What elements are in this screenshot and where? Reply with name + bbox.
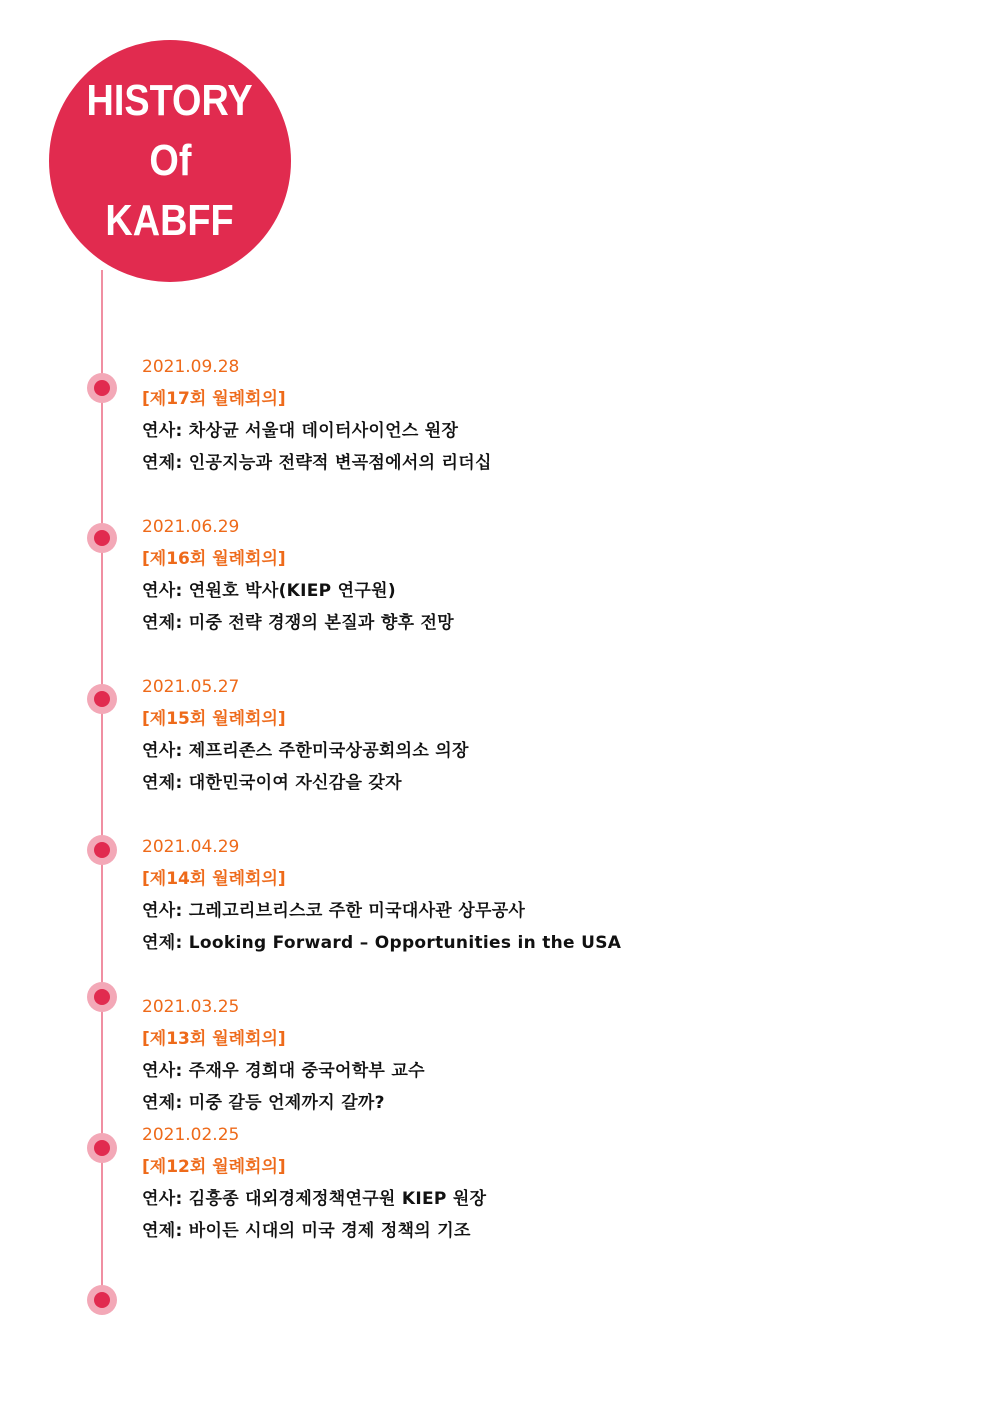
entry-topic bbox=[142, 607, 454, 639]
title-line-1: HISTORY bbox=[86, 76, 254, 125]
entry-meeting: [제12회 월례회의] bbox=[142, 1157, 286, 1177]
timeline-entry bbox=[142, 351, 492, 479]
entry-meeting: [제17회 월례회의] bbox=[142, 389, 286, 409]
speaker-label: 연사: bbox=[142, 1061, 183, 1081]
timeline-dot bbox=[87, 523, 117, 553]
speaker-name: 제프리존스 주한미국상공회의소 의장 bbox=[188, 741, 469, 761]
topic-label: 연제: bbox=[142, 613, 183, 633]
timeline-dot bbox=[87, 1285, 117, 1315]
entry-meeting: [제14회 월례회의] bbox=[142, 869, 286, 889]
entry-speaker bbox=[142, 1183, 486, 1215]
entry-date: 2021.09.28 bbox=[142, 357, 240, 377]
speaker-label: 연사: bbox=[142, 741, 183, 761]
speaker-label: 연사: bbox=[142, 901, 183, 921]
timeline-entry bbox=[142, 511, 454, 639]
timeline-dot bbox=[87, 684, 117, 714]
entry-speaker bbox=[142, 415, 492, 447]
timeline-entry bbox=[142, 831, 621, 959]
title-line-2: Of bbox=[148, 136, 192, 185]
entry-meeting: [제13회 월례회의] bbox=[142, 1029, 286, 1049]
timeline-dot bbox=[87, 835, 117, 865]
entry-date: 2021.05.27 bbox=[142, 677, 240, 697]
speaker-name: 연원호 박사(KIEP 연구원) bbox=[188, 581, 396, 601]
entry-date: 2021.04.29 bbox=[142, 837, 240, 857]
entry-topic bbox=[142, 447, 492, 479]
entry-speaker bbox=[142, 895, 621, 927]
topic-title: 대한민국이여 자신감을 갖자 bbox=[188, 773, 402, 793]
entry-topic bbox=[142, 927, 621, 959]
timeline-entry bbox=[142, 1119, 486, 1247]
topic-label: 연제: bbox=[142, 773, 183, 793]
speaker-name: 그레고리브리스코 주한 미국대사관 상무공사 bbox=[188, 901, 526, 921]
entry-date: 2021.06.29 bbox=[142, 517, 240, 537]
topic-title: 인공지능과 전략적 변곡점에서의 리더십 bbox=[188, 453, 492, 473]
topic-title: Looking Forward – Opportunities in the USA bbox=[188, 933, 622, 953]
timeline-dot bbox=[87, 982, 117, 1012]
entry-meeting: [제16회 월례회의] bbox=[142, 549, 286, 569]
timeline-entry bbox=[142, 671, 469, 799]
entry-meeting: [제15회 월례회의] bbox=[142, 709, 286, 729]
entry-topic bbox=[142, 1215, 486, 1247]
timeline-entry bbox=[142, 991, 425, 1119]
topic-label: 연제: bbox=[142, 453, 183, 473]
entry-topic bbox=[142, 1087, 425, 1119]
speaker-label: 연사: bbox=[142, 421, 183, 441]
topic-title: 바이든 시대의 미국 경제 정책의 기조 bbox=[188, 1221, 471, 1241]
title-badge bbox=[49, 40, 291, 282]
topic-label: 연제: bbox=[142, 933, 183, 953]
timeline-dot bbox=[87, 373, 117, 403]
entry-speaker bbox=[142, 575, 454, 607]
entry-topic bbox=[142, 767, 469, 799]
entry-date: 2021.02.25 bbox=[142, 1125, 240, 1145]
entry-speaker bbox=[142, 1055, 425, 1087]
speaker-name: 차상균 서울대 데이터사이언스 원장 bbox=[188, 421, 459, 441]
speaker-name: 주재우 경희대 중국어학부 교수 bbox=[188, 1061, 425, 1081]
timeline-dot bbox=[87, 1133, 117, 1163]
entry-speaker bbox=[142, 735, 469, 767]
speaker-name: 김흥종 대외경제정책연구원 KIEP 원장 bbox=[188, 1189, 487, 1209]
topic-title: 미중 갈등 언제까지 갈까? bbox=[188, 1093, 385, 1113]
entry-date: 2021.03.25 bbox=[142, 997, 240, 1017]
speaker-label: 연사: bbox=[142, 1189, 183, 1209]
title-line-3: KABFF bbox=[105, 196, 235, 245]
topic-label: 연제: bbox=[142, 1093, 183, 1113]
topic-label: 연제: bbox=[142, 1221, 183, 1241]
speaker-label: 연사: bbox=[142, 581, 183, 601]
topic-title: 미중 전략 경쟁의 본질과 향후 전망 bbox=[188, 613, 454, 633]
